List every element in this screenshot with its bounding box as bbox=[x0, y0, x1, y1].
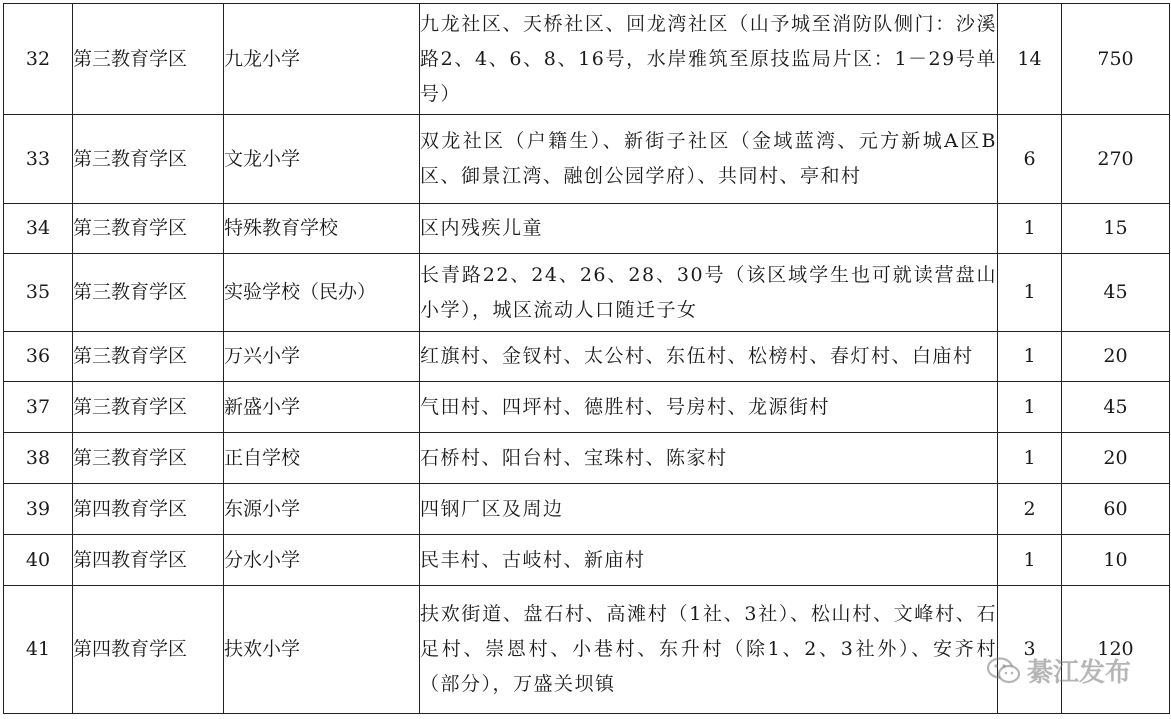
class-count-cell: 1 bbox=[998, 535, 1062, 586]
row-number: 40 bbox=[4, 535, 73, 586]
table-row bbox=[4, 535, 1170, 586]
student-count-cell: 20 bbox=[1062, 332, 1170, 382]
school-cell: 正自学校 bbox=[224, 433, 420, 484]
service-area-cell: 民丰村、古岐村、新庙村 bbox=[420, 535, 998, 586]
district-cell: 第三教育学区 bbox=[73, 4, 224, 115]
row-number: 39 bbox=[4, 484, 73, 535]
table-row bbox=[4, 484, 1170, 535]
class-count-cell: 1 bbox=[998, 332, 1062, 382]
school-cell: 东源小学 bbox=[224, 484, 420, 535]
row-number: 41 bbox=[4, 586, 73, 714]
school-cell: 文龙小学 bbox=[224, 115, 420, 204]
district-cell: 第四教育学区 bbox=[73, 535, 224, 586]
row-number: 37 bbox=[4, 382, 73, 433]
student-count-cell: 270 bbox=[1062, 115, 1170, 204]
student-count-cell: 15 bbox=[1062, 204, 1170, 254]
class-count-cell: 1 bbox=[998, 254, 1062, 332]
district-cell: 第四教育学区 bbox=[73, 586, 224, 714]
table-body bbox=[4, 4, 1170, 714]
student-count-cell: 750 bbox=[1062, 4, 1170, 115]
school-cell: 实验学校（民办） bbox=[224, 254, 420, 332]
table-row bbox=[4, 332, 1170, 382]
district-cell: 第三教育学区 bbox=[73, 115, 224, 204]
service-area-cell: 双龙社区（户籍生）、新街子社区（金域蓝湾、元方新城A区B区、御景江湾、融创公园学府）、共同村、亭和村 bbox=[420, 115, 998, 204]
district-cell: 第三教育学区 bbox=[73, 204, 224, 254]
school-cell: 九龙小学 bbox=[224, 4, 420, 115]
service-area-cell: 红旗村、金钗村、太公村、东伍村、松榜村、春灯村、白庙村 bbox=[420, 332, 998, 382]
student-count-cell: 45 bbox=[1062, 382, 1170, 433]
service-area-cell: 扶欢街道、盘石村、高滩村（1社、3社）、松山村、文峰村、石足村、崇恩村、小巷村、东升村（除1、2、3社外）、安齐村（部分），万盛关坝镇 bbox=[420, 586, 998, 714]
district-cell: 第三教育学区 bbox=[73, 433, 224, 484]
school-cell: 特殊教育学校 bbox=[224, 204, 420, 254]
student-count-cell: 20 bbox=[1062, 433, 1170, 484]
table-row bbox=[4, 4, 1170, 115]
row-number: 34 bbox=[4, 204, 73, 254]
service-area-cell: 四钢厂区及周边 bbox=[420, 484, 998, 535]
district-cell: 第三教育学区 bbox=[73, 382, 224, 433]
class-count-cell: 6 bbox=[998, 115, 1062, 204]
row-number: 33 bbox=[4, 115, 73, 204]
student-count-cell: 10 bbox=[1062, 535, 1170, 586]
enrollment-zone-table bbox=[3, 3, 1170, 714]
service-area-cell: 九龙社区、天桥社区、回龙湾社区（山予城至消防队侧门：沙溪路2、4、6、8、16号，水岸雅筑至原技监局片区：1－29号单号） bbox=[420, 4, 998, 115]
class-count-cell: 1 bbox=[998, 433, 1062, 484]
school-cell: 万兴小学 bbox=[224, 332, 420, 382]
watermark bbox=[987, 652, 1131, 689]
class-count-cell: 14 bbox=[998, 4, 1062, 115]
table-row bbox=[4, 382, 1170, 433]
student-count-cell: 45 bbox=[1062, 254, 1170, 332]
service-area-cell: 石桥村、阳台村、宝珠村、陈家村 bbox=[420, 433, 998, 484]
table-row bbox=[4, 433, 1170, 484]
district-cell: 第四教育学区 bbox=[73, 484, 224, 535]
class-count-cell: 1 bbox=[998, 204, 1062, 254]
district-cell: 第三教育学区 bbox=[73, 332, 224, 382]
school-cell: 扶欢小学 bbox=[224, 586, 420, 714]
service-area-cell: 气田村、四坪村、德胜村、号房村、龙源街村 bbox=[420, 382, 998, 433]
school-cell: 新盛小学 bbox=[224, 382, 420, 433]
class-count-cell: 1 bbox=[998, 382, 1062, 433]
district-cell: 第三教育学区 bbox=[73, 254, 224, 332]
class-count-cell: 3 bbox=[998, 586, 1062, 714]
row-number: 36 bbox=[4, 332, 73, 382]
row-number: 32 bbox=[4, 4, 73, 115]
service-area-cell: 区内残疾儿童 bbox=[420, 204, 998, 254]
watermark-text: 綦江发布 bbox=[1026, 658, 1131, 688]
student-count-cell: 60 bbox=[1062, 484, 1170, 535]
wechat-icon bbox=[987, 657, 1021, 685]
row-number: 35 bbox=[4, 254, 73, 332]
service-area-cell: 长青路22、24、26、28、30号（该区域学生也可就读营盘山小学），城区流动人口随迁子女 bbox=[420, 254, 998, 332]
student-count-cell: 120 bbox=[1062, 586, 1170, 714]
table-row bbox=[4, 586, 1170, 714]
class-count-cell: 2 bbox=[998, 484, 1062, 535]
table-row bbox=[4, 204, 1170, 254]
row-number: 38 bbox=[4, 433, 73, 484]
school-cell: 分水小学 bbox=[224, 535, 420, 586]
table-row bbox=[4, 254, 1170, 332]
table-row bbox=[4, 115, 1170, 204]
